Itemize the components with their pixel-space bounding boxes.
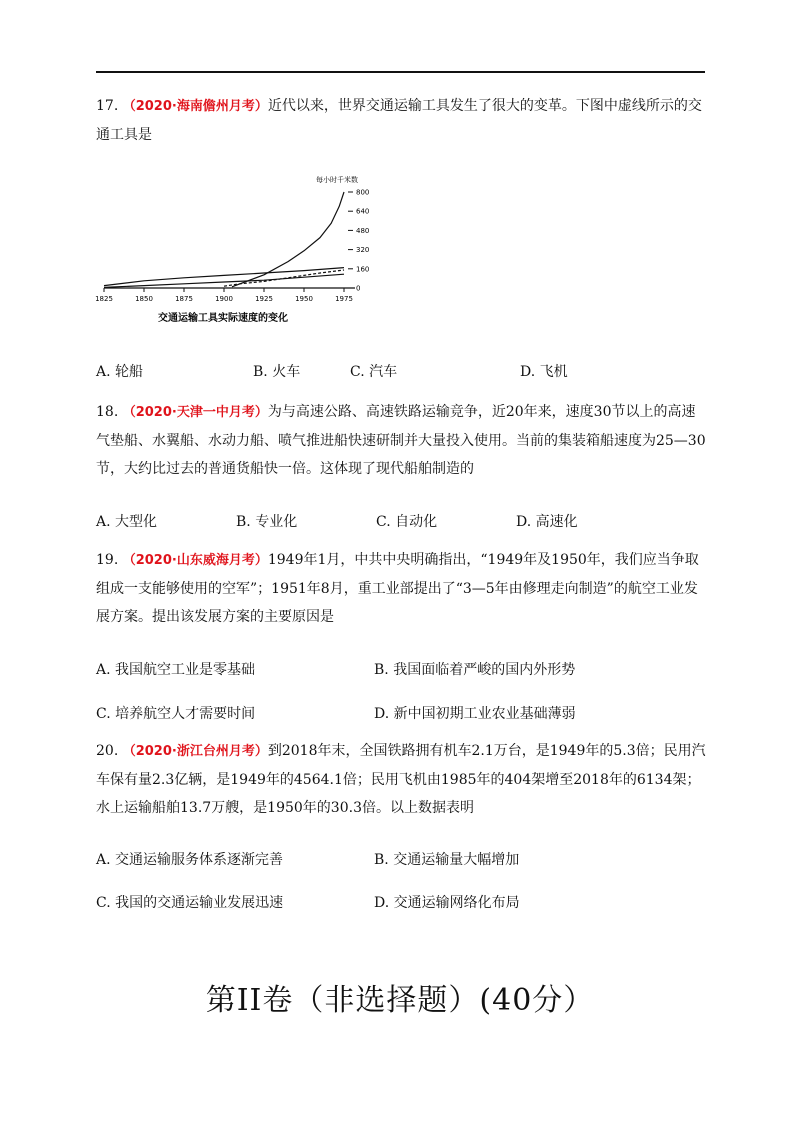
y-axis-label: 每小时千米数: [316, 176, 358, 184]
y-tick-label: 160: [356, 265, 370, 274]
x-tick-label: 1925: [255, 295, 273, 303]
question-number: 17.: [96, 98, 119, 114]
section-title: 第II卷（非选择题）(40分）: [205, 983, 595, 1018]
question-20: [96, 737, 706, 822]
options-17: [96, 361, 706, 385]
option-b[interactable]: B. 专业化: [236, 514, 298, 530]
y-tick-label: 800: [356, 188, 370, 197]
question-source: （2020·海南儋州月考）: [122, 99, 268, 114]
question-number: 19.: [96, 552, 119, 568]
option-d[interactable]: D. 飞机: [520, 364, 568, 380]
option-b[interactable]: B. 火车: [253, 364, 301, 380]
option-c[interactable]: C. 自动化: [376, 514, 438, 530]
chart-title: 交通运输工具实际速度的变化: [158, 313, 288, 324]
option-b[interactable]: B. 交通运输量大幅增加: [374, 852, 520, 868]
chart-lines: [104, 192, 344, 287]
x-tick-label: 1950: [295, 295, 313, 303]
y-tick-label: 640: [356, 207, 370, 216]
header-rule: [96, 71, 705, 73]
options-19-row2: [96, 703, 706, 727]
y-tick-label: 0: [356, 284, 361, 293]
options-19-row1: [96, 659, 706, 683]
question-text: 1949年1月，中共中央明确指出，“1949年及1950年，我们应当争取组成一支能够使用的空军”；1951年8月，重工业部提出了“3—5年由修理走向制造”的航空工业发展方案。提出该发展方案的主要原因是: [96, 552, 699, 625]
question-18: [96, 398, 706, 483]
x-tick-label: 1975: [335, 295, 353, 303]
question-text: 为与高速公路、高速铁路运输竞争，近20年来，速度30节以上的高速气垫船、水翼船、水动力船、喷气推进船快速研制并大量投入使用。当前的集装箱船速度为25—30节，大约比过去的普通货船快一倍。这体现了现代船舶制造的: [96, 404, 706, 477]
option-c[interactable]: C. 培养航空人才需要时间: [96, 706, 256, 722]
question-source: （2020·天津一中月考）: [122, 405, 268, 420]
option-d[interactable]: D. 交通运输网络化布局: [374, 895, 520, 911]
question-text: 近代以来，世界交通运输工具发生了很大的变革。下图中虚线所示的交通工具是: [96, 98, 702, 143]
question-17: [96, 92, 706, 149]
options-18: [96, 511, 706, 535]
x-tick-label: 1825: [95, 295, 113, 303]
question-19: [96, 546, 706, 631]
x-tick-label: 1900: [215, 295, 233, 303]
option-a[interactable]: A. 我国航空工业是零基础: [96, 662, 256, 678]
options-20-row2: [96, 892, 706, 916]
y-tick-label: 320: [356, 246, 370, 255]
question-number: 18.: [96, 404, 119, 420]
option-a[interactable]: A. 轮船: [96, 364, 144, 380]
series-line-solid-steep: [232, 192, 344, 287]
option-c[interactable]: C. 汽车: [350, 364, 398, 380]
y-tick-label: 480: [356, 226, 370, 235]
x-ticks: [95, 288, 353, 303]
option-c[interactable]: C. 我国的交通运输业发展迅速: [96, 895, 284, 911]
question-source: （2020·浙江台州月考）: [122, 744, 268, 759]
speed-chart: [90, 168, 370, 328]
option-d[interactable]: D. 高速化: [516, 514, 578, 530]
option-a[interactable]: A. 大型化: [96, 514, 158, 530]
options-20-row1: [96, 849, 706, 873]
x-tick-label: 1875: [175, 295, 193, 303]
series-line-dashed: [224, 270, 344, 286]
question-text: 到2018年末，全国铁路拥有机车2.1万台，是1949年的5.3倍；民用汽车保有量2.3亿辆，是1949年的4564.1倍；民用飞机由1985年的404架增至2018年的6134架；水上运输船舶13.7万艘，是1950年的30.3倍。以上数据表明: [96, 743, 706, 816]
question-number: 20.: [96, 743, 119, 759]
question-source: （2020·山东威海月考）: [122, 553, 268, 568]
option-a[interactable]: A. 交通运输服务体系逐渐完善: [96, 852, 284, 868]
x-tick-label: 1850: [135, 295, 153, 303]
option-d[interactable]: D. 新中国初期工业农业基础薄弱: [374, 706, 576, 722]
option-b[interactable]: B. 我国面临着严峻的国内外形势: [374, 662, 576, 678]
y-ticks: [348, 189, 369, 293]
